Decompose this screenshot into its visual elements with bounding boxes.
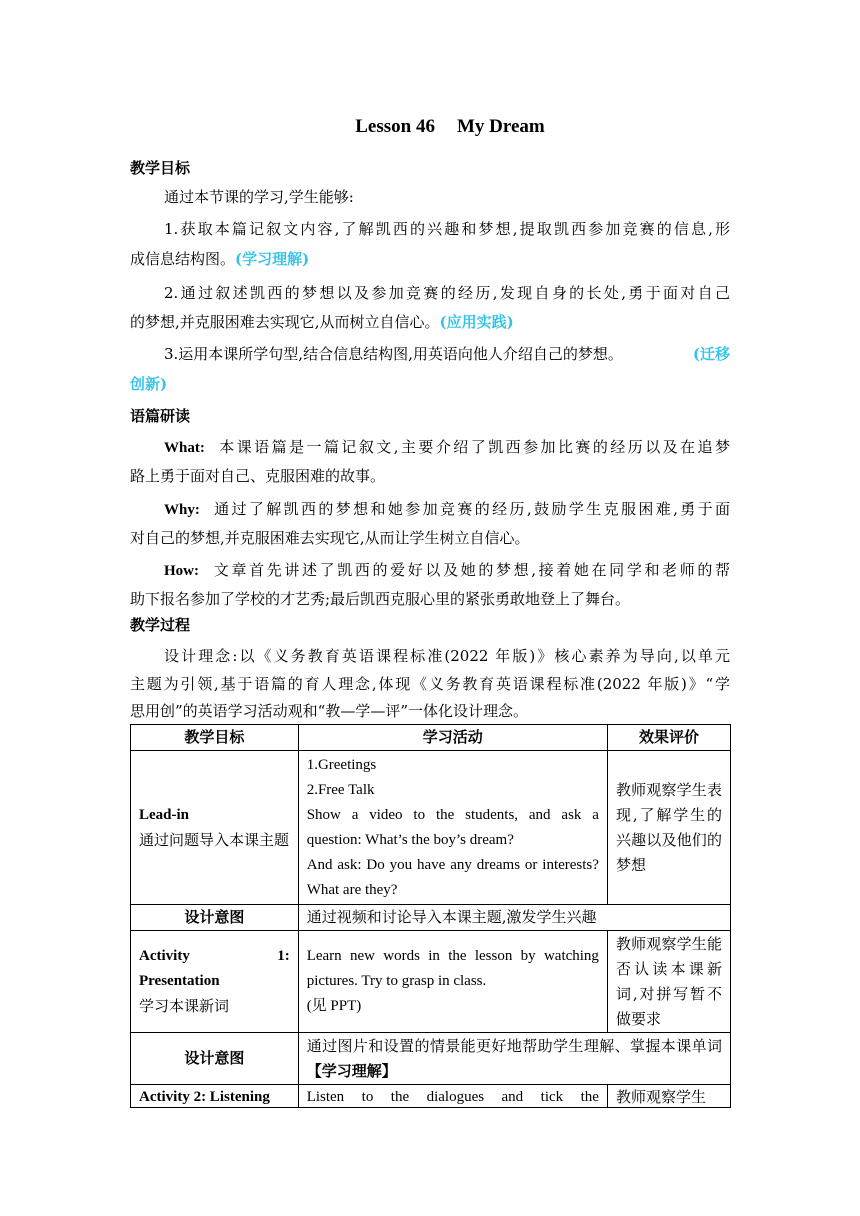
objectives-intro: 通过本节课的学习,学生能够: [164, 188, 354, 206]
table-header-row [131, 725, 731, 751]
table-row [131, 751, 731, 905]
reading-why-line-1: Why: 通过了解凯西的梦想和她参加竞赛的经历,鼓励学生克服困难,勇于面 [164, 500, 730, 518]
table-row [131, 1085, 731, 1108]
objective-3-line-1: 3.运用本课所学句型,结合信息结构图,用英语向他人介绍自己的梦想。 (迁移 [164, 345, 730, 363]
reading-heading: 语篇研读 [130, 407, 191, 425]
leadin-eval-cell: 教师观察学生表现,了解学生的兴趣以及他们的梦想 [607, 751, 730, 905]
objective-1-line-1: 1.获取本篇记叙文内容,了解凯西的兴趣和梦想,提取凯西参加竞赛的信息,形 [164, 220, 730, 238]
process-line-2: 主题为引领,基于语篇的育人理念,体现《义务教育英语课程标准(2022 年版)》“学 [130, 675, 730, 693]
activity-1-goal-desc: 学习本课新词 [139, 997, 230, 1015]
leadin-goal-cell [131, 751, 299, 905]
leadin-act-4: And ask: Do you have any dreams or interests? What are they? [306, 856, 599, 898]
leadin-goal-desc: 通过问题导入本课主题 [139, 830, 290, 849]
activity-2-eval-cell: 教师观察学生 [607, 1085, 730, 1108]
header-goal: 教学目标 [131, 725, 299, 751]
intent-1-text: 通过视频和讨论导入本课主题,激发学生兴趣 [298, 905, 730, 931]
what-label: What: [164, 440, 205, 456]
activity-1-act-note: (见 PPT) [306, 998, 362, 1014]
activity-1-title-line: Activity 1: [139, 948, 290, 964]
why-label: Why: [164, 502, 200, 518]
leadin-activity-cell [298, 751, 607, 905]
table-row [131, 1033, 731, 1085]
intent-2-label: 设计意图 [131, 1033, 299, 1085]
leadin-act-2: 2.Free Talk [306, 781, 375, 798]
objective-3-tag-b: 创新) [130, 375, 168, 393]
how-label: How: [164, 563, 199, 579]
intent-1-label: 设计意图 [131, 905, 299, 931]
lesson-number: Lesson 46 [355, 116, 435, 137]
intent-2-text-cell: 通过图片和设置的情景能更好地帮助学生理解、掌握本课单词【学习理解】 [298, 1033, 730, 1085]
process-heading: 教学过程 [130, 616, 191, 634]
process-line-3: 思用创”的英语学习活动观和“教—学—评”一体化设计理念。 [130, 702, 529, 720]
leadin-act-3: Show a video to the students, and ask a question: What’s the boy’s dream? [306, 806, 599, 848]
intent-2-tag: 【学习理解】 [306, 1061, 397, 1080]
objective-2-tag: (应用实践) [439, 313, 514, 331]
reading-how-line-1: How: 文章首先讲述了凯西的爱好以及她的梦想,接着她在同学和老师的帮 [164, 561, 730, 579]
reading-what-line-2: 路上勇于面对自己、克服困难的故事。 [130, 467, 386, 485]
activity-2-goal-cell: Activity 2: Listening [131, 1085, 299, 1108]
lesson-name: My Dream [456, 116, 545, 137]
activity-1-title-line-2: Presentation [139, 973, 220, 989]
objective-3-tag-a: (迁移 [692, 345, 730, 363]
activity-1-activity-cell [298, 931, 607, 1033]
objective-2-line-1: 2.通过叙述凯西的梦想以及参加竞赛的经历,发现自身的长处,勇于面对自己 [164, 284, 730, 302]
activity-1-eval-cell: 教师观察学生能否认读本课新词,对拼写暂不做要求 [607, 931, 730, 1033]
objective-2-line-2: 的梦想,并克服困难去实现它,从而树立自信心。(应用实践) [130, 313, 514, 331]
activity-1-act: Learn new words in the lesson by watching pictures. Try to grasp in class. [306, 948, 599, 989]
reading-why-line-2: 对自己的梦想,并克服困难去实现它,从而让学生树立自信心。 [130, 529, 530, 547]
lesson-plan-table [130, 724, 731, 1108]
header-activity: 学习活动 [298, 725, 607, 751]
objectives-heading: 教学目标 [130, 159, 191, 177]
header-evaluation: 效果评价 [607, 725, 730, 751]
objective-1-tag: (学习理解) [235, 250, 310, 268]
table-row [131, 931, 731, 1033]
leadin-act-1: 1.Greetings [306, 756, 377, 773]
activity-2-activity-cell: Listen to the dialogues and tick the [298, 1085, 607, 1108]
process-line-1: 设计理念:以《义务教育英语课程标准(2022 年版)》核心素养为导向,以单元 [164, 647, 730, 665]
reading-how-line-2: 助下报名参加了学校的才艺秀;最后凯西克服心里的紧张勇敢地登上了舞台。 [130, 590, 631, 608]
lesson-title [0, 116, 860, 138]
objective-1-line-2: 成信息结构图。(学习理解) [130, 250, 310, 268]
leadin-goal-title: Lead-in [139, 806, 190, 823]
activity-1-goal-cell [131, 931, 299, 1033]
table-row [131, 905, 731, 931]
reading-what-line-1: What: 本课语篇是一篇记叙文,主要介绍了凯西参加比赛的经历以及在追梦 [164, 438, 730, 456]
